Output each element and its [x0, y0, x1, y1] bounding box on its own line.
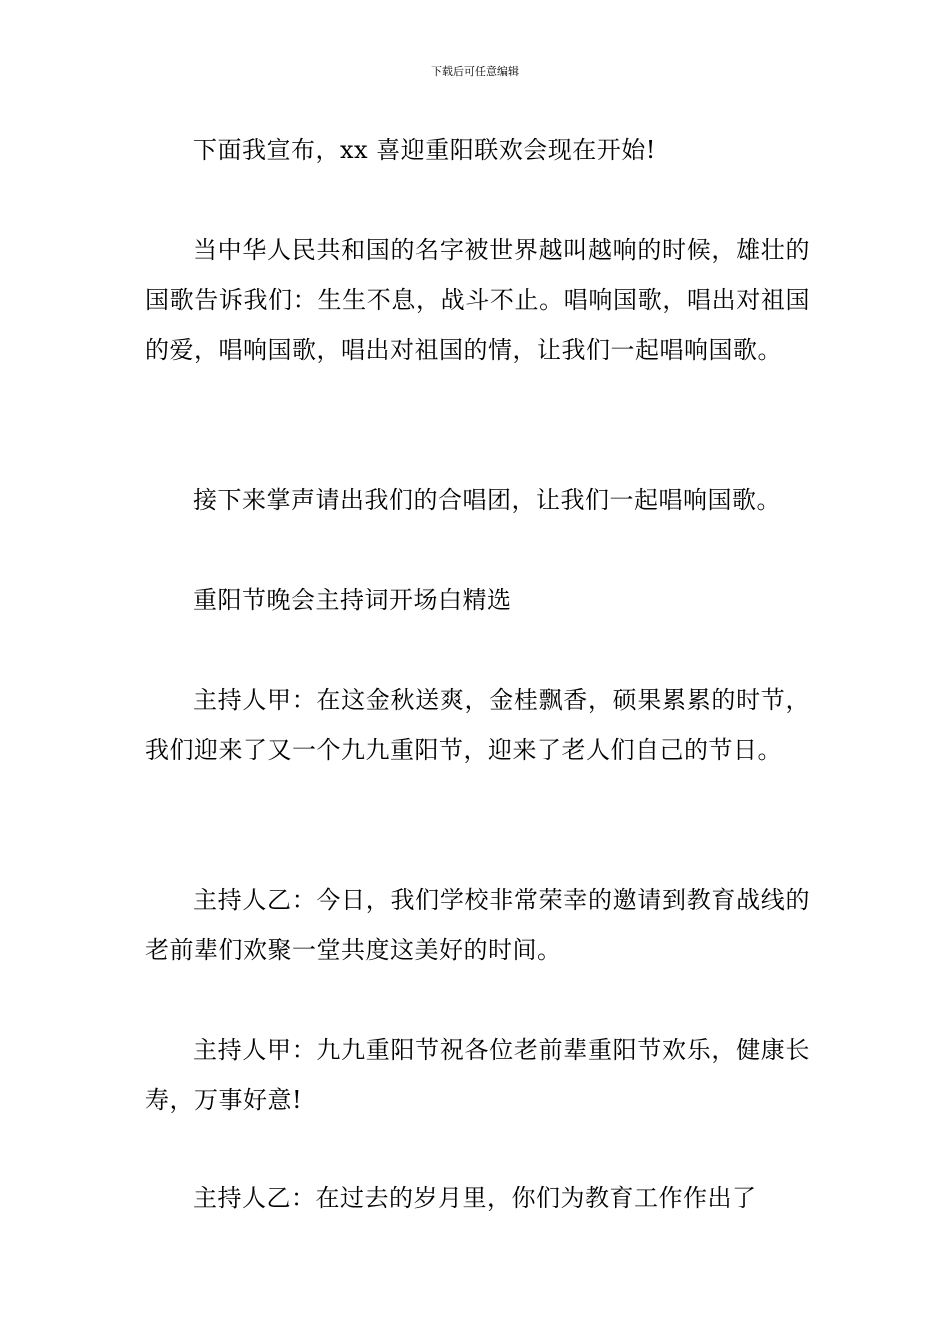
section-heading: 重阳节晚会主持词开场白精选 [193, 586, 512, 614]
paragraph-host-a-1: 主持人甲：在这金秋送爽，金桂飘香，硕果累累的时节，我们迎来了又一个九九重阳节，迎来了老人们自己的节日。 [145, 686, 810, 764]
paragraph-announcement: 下面我宣布，xx 喜迎重阳联欢会现在开始! [193, 136, 656, 164]
paragraph-national-anthem: 当中华人民共和国的名字被世界越叫越响的时候，雄壮的国歌告诉我们：生生不息，战斗不止。唱响国歌，唱出对祖国的爱，唱响国歌，唱出对祖国的情，让我们一起唱响国歌。 [145, 236, 810, 364]
page-header: 下载后可任意编辑 [431, 65, 519, 78]
paragraph-host-b-2: 主持人乙：在过去的岁月里，你们为教育工作作出了 [193, 1184, 757, 1212]
paragraph-host-b-1: 主持人乙：今日，我们学校非常荣幸的邀请到教育战线的老前辈们欢聚一堂共度这美好的时间。 [145, 886, 810, 964]
paragraph-host-a-2: 主持人甲：九九重阳节祝各位老前辈重阳节欢乐，健康长寿，万事好意! [145, 1036, 810, 1114]
paragraph-choir: 接下来掌声请出我们的合唱团，让我们一起唱响国歌。 [193, 486, 781, 514]
